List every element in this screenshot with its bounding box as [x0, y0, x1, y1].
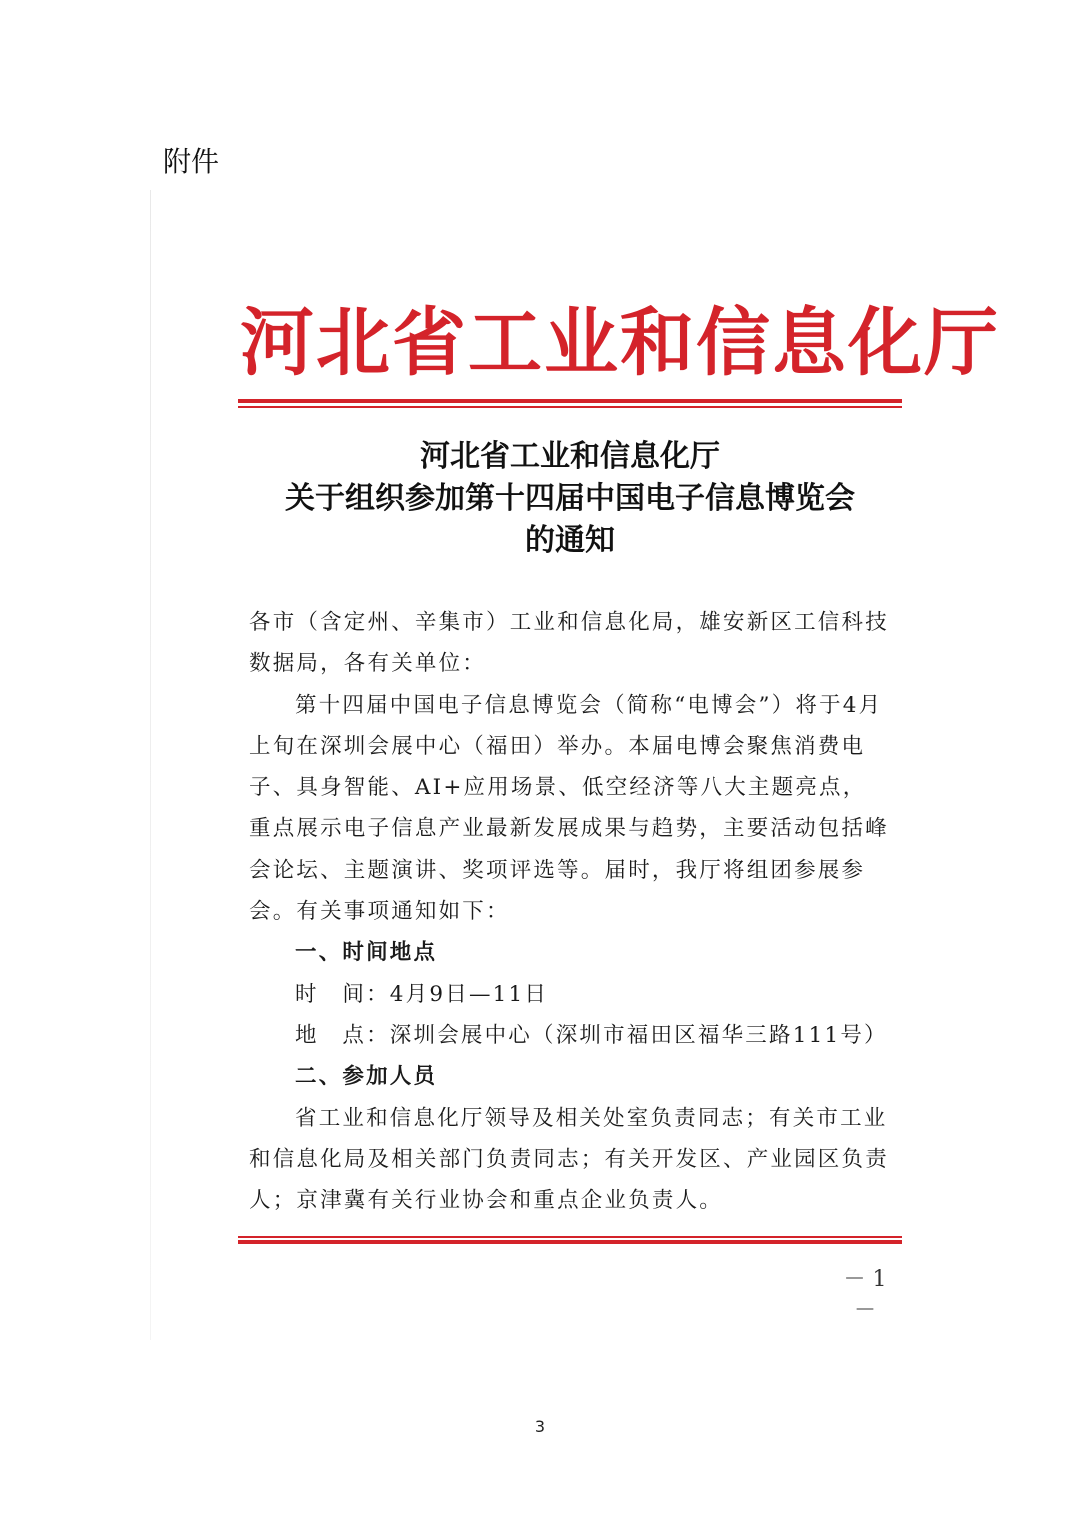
- time-line: 时 间：4月9日—11日: [295, 981, 549, 1007]
- section-2-heading: 二、参加人员: [295, 1064, 438, 1090]
- document-body: [249, 602, 889, 1221]
- letterhead-rule-thin: [238, 406, 902, 408]
- footer-rule-thick: [238, 1240, 902, 1244]
- document-title: [200, 436, 940, 562]
- salutation: 各市（含定州、辛集市）工业和信息化局，雄安新区工信科技数据局，各有关单位：: [249, 610, 889, 677]
- scan-edge: [150, 190, 151, 1340]
- letterhead-rule-thick: [238, 399, 902, 403]
- title-line-3: 的通知: [525, 523, 615, 558]
- title-line-2: 关于组织参加第十四届中国电子信息博览会: [285, 481, 855, 516]
- page-number: － 1 －: [843, 1267, 887, 1323]
- print-page-number: 3: [534, 1417, 546, 1436]
- title-line-1: 河北省工业和信息化厅: [420, 439, 720, 474]
- letterhead: 河北省工业和信息化厅: [240, 300, 1000, 386]
- intro-paragraph: 第十四届中国电子信息博览会（简称“电博会”）将于4月上旬在深圳会展中心（福田）举办。本届电博会聚焦消费电子、具身智能、AI+应用场景、低空经济等八大主题亮点，重点展示电子信息产业最新发展成果与趋势，主要活动包括峰会论坛、主题演讲、奖项评选等。届时，我厅将组团参展参会。有关事项通知如下：: [249, 692, 889, 925]
- place-line: 地 点：深圳会展中心（深圳市福田区福华三路111号）: [295, 1022, 888, 1048]
- footer-rule-thin: [238, 1236, 902, 1238]
- attachment-label: 附件: [163, 145, 220, 178]
- participants-paragraph: 省工业和信息化厅领导及相关处室负责同志；有关市工业和信息化局及相关部门负责同志；有关开发区、产业园区负责人；京津冀有关行业协会和重点企业负责人。: [249, 1105, 889, 1214]
- section-1-heading: 一、时间地点: [295, 940, 438, 966]
